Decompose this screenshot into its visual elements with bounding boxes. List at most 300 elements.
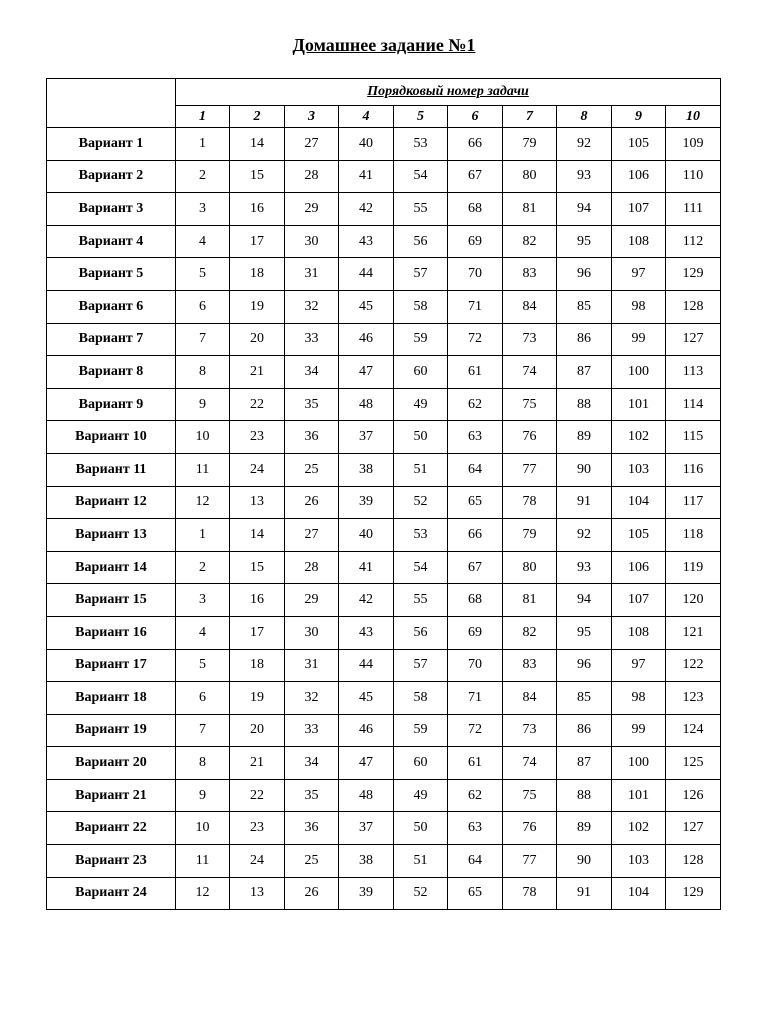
table-cell: 70 [448, 649, 503, 682]
table-cell: 106 [612, 551, 666, 584]
table-cell: 129 [666, 258, 721, 291]
table-cell: 15 [230, 160, 285, 193]
table-cell: 98 [612, 290, 666, 323]
table-cell: 54 [394, 160, 448, 193]
table-cell: 16 [230, 584, 285, 617]
table-cell: 96 [557, 258, 612, 291]
table-row [47, 877, 721, 910]
table-cell: 56 [394, 225, 448, 258]
table-cell: 49 [394, 779, 448, 812]
table-row [47, 747, 721, 780]
table-cell: 85 [557, 682, 612, 715]
table-cell: 104 [612, 486, 666, 519]
table-row [47, 323, 721, 356]
table-cell: 55 [394, 193, 448, 226]
table-cell: 101 [612, 388, 666, 421]
table-cell: 104 [612, 877, 666, 910]
table-cell: 20 [230, 714, 285, 747]
table-cell: 99 [612, 323, 666, 356]
table-cell: 57 [394, 258, 448, 291]
table-cell: 102 [612, 812, 666, 845]
table-cell: 116 [666, 453, 721, 486]
table-cell: 24 [230, 453, 285, 486]
table-cell: 27 [285, 128, 339, 161]
table-cell: 19 [230, 290, 285, 323]
table-cell: 69 [448, 616, 503, 649]
table-cell: 75 [503, 779, 557, 812]
table-row [47, 128, 721, 161]
table-row [47, 682, 721, 715]
table-cell: 10 [176, 421, 230, 454]
table-cell: 62 [448, 388, 503, 421]
table-cell: 85 [557, 290, 612, 323]
table-cell: 46 [339, 714, 394, 747]
column-header-1: 1 [176, 106, 230, 128]
table-cell: 71 [448, 682, 503, 715]
table-cell: 79 [503, 519, 557, 552]
table-cell: 74 [503, 747, 557, 780]
table-cell: 97 [612, 649, 666, 682]
table-row [47, 812, 721, 845]
table-cell: 109 [666, 128, 721, 161]
table-cell: 65 [448, 877, 503, 910]
table-cell: 45 [339, 290, 394, 323]
table-cell: 45 [339, 682, 394, 715]
table-cell: 1 [176, 519, 230, 552]
table-cell: 13 [230, 486, 285, 519]
table-cell: 108 [612, 225, 666, 258]
table-cell: 93 [557, 160, 612, 193]
table-cell: 33 [285, 714, 339, 747]
table-cell: 80 [503, 551, 557, 584]
table-cell: 53 [394, 519, 448, 552]
table-cell: 44 [339, 649, 394, 682]
table-cell: 127 [666, 323, 721, 356]
table-cell: 4 [176, 616, 230, 649]
table-cell: 89 [557, 421, 612, 454]
row-label: Вариант 15 [47, 584, 176, 617]
table-cell: 28 [285, 160, 339, 193]
table-cell: 38 [339, 453, 394, 486]
row-label: Вариант 16 [47, 616, 176, 649]
table-cell: 42 [339, 584, 394, 617]
table-row [47, 584, 721, 617]
row-label: Вариант 6 [47, 290, 176, 323]
table-cell: 111 [666, 193, 721, 226]
table-row [47, 779, 721, 812]
table-cell: 24 [230, 845, 285, 878]
table-cell: 43 [339, 616, 394, 649]
table-cell: 90 [557, 453, 612, 486]
table-cell: 32 [285, 682, 339, 715]
row-label: Вариант 23 [47, 845, 176, 878]
table-cell: 34 [285, 356, 339, 389]
row-label: Вариант 7 [47, 323, 176, 356]
table-cell: 88 [557, 779, 612, 812]
table-cell: 2 [176, 551, 230, 584]
table-cell: 105 [612, 519, 666, 552]
table-cell: 51 [394, 453, 448, 486]
table-cell: 105 [612, 128, 666, 161]
table-cell: 91 [557, 486, 612, 519]
table-cell: 60 [394, 356, 448, 389]
table-cell: 86 [557, 714, 612, 747]
table-cell: 100 [612, 356, 666, 389]
table-cell: 99 [612, 714, 666, 747]
column-header-6: 6 [448, 106, 503, 128]
table-cell: 78 [503, 486, 557, 519]
table-cell: 43 [339, 225, 394, 258]
table-cell: 32 [285, 290, 339, 323]
table-cell: 92 [557, 519, 612, 552]
row-label: Вариант 20 [47, 747, 176, 780]
table-cell: 63 [448, 812, 503, 845]
table-cell: 66 [448, 519, 503, 552]
table-cell: 36 [285, 812, 339, 845]
row-label: Вариант 22 [47, 812, 176, 845]
table-row [47, 290, 721, 323]
table-cell: 58 [394, 682, 448, 715]
table-cell: 127 [666, 812, 721, 845]
table-cell: 122 [666, 649, 721, 682]
table-cell: 120 [666, 584, 721, 617]
table-cell: 19 [230, 682, 285, 715]
table-row [47, 453, 721, 486]
table-cell: 76 [503, 421, 557, 454]
table-cell: 112 [666, 225, 721, 258]
table-cell: 50 [394, 421, 448, 454]
table-cell: 16 [230, 193, 285, 226]
column-header-8: 8 [557, 106, 612, 128]
table-cell: 41 [339, 551, 394, 584]
table-cell: 68 [448, 193, 503, 226]
row-label: Вариант 24 [47, 877, 176, 910]
table-cell: 129 [666, 877, 721, 910]
table-cell: 117 [666, 486, 721, 519]
table-cell: 76 [503, 812, 557, 845]
table-cell: 40 [339, 128, 394, 161]
row-label: Вариант 17 [47, 649, 176, 682]
group-header: Порядковый номер задачи [176, 79, 721, 106]
table-cell: 93 [557, 551, 612, 584]
table-cell: 22 [230, 388, 285, 421]
table-cell: 121 [666, 616, 721, 649]
table-cell: 73 [503, 323, 557, 356]
table-cell: 95 [557, 616, 612, 649]
table-cell: 59 [394, 714, 448, 747]
table-cell: 3 [176, 193, 230, 226]
row-label: Вариант 11 [47, 453, 176, 486]
table-cell: 18 [230, 258, 285, 291]
table-cell: 100 [612, 747, 666, 780]
assignment-table [46, 78, 721, 910]
table-cell: 107 [612, 193, 666, 226]
table-cell: 17 [230, 225, 285, 258]
table-corner-cell [47, 79, 176, 128]
table-cell: 3 [176, 584, 230, 617]
table-cell: 29 [285, 584, 339, 617]
table-cell: 22 [230, 779, 285, 812]
table-cell: 88 [557, 388, 612, 421]
table-row [47, 388, 721, 421]
table-cell: 68 [448, 584, 503, 617]
table-cell: 64 [448, 845, 503, 878]
column-header-5: 5 [394, 106, 448, 128]
table-cell: 11 [176, 845, 230, 878]
row-label: Вариант 13 [47, 519, 176, 552]
table-cell: 118 [666, 519, 721, 552]
table-cell: 58 [394, 290, 448, 323]
table-cell: 80 [503, 160, 557, 193]
table-row [47, 486, 721, 519]
table-cell: 21 [230, 356, 285, 389]
table-body [47, 128, 721, 910]
table-cell: 33 [285, 323, 339, 356]
table-cell: 37 [339, 421, 394, 454]
table-cell: 38 [339, 845, 394, 878]
table-cell: 48 [339, 779, 394, 812]
table-cell: 39 [339, 877, 394, 910]
row-label: Вариант 14 [47, 551, 176, 584]
table-cell: 54 [394, 551, 448, 584]
table-cell: 42 [339, 193, 394, 226]
table-cell: 94 [557, 193, 612, 226]
table-cell: 63 [448, 421, 503, 454]
table-cell: 102 [612, 421, 666, 454]
table-row [47, 649, 721, 682]
table-cell: 6 [176, 682, 230, 715]
table-cell: 59 [394, 323, 448, 356]
table-cell: 7 [176, 714, 230, 747]
table-cell: 46 [339, 323, 394, 356]
table-cell: 91 [557, 877, 612, 910]
table-cell: 5 [176, 258, 230, 291]
table-cell: 30 [285, 616, 339, 649]
table-row [47, 714, 721, 747]
row-label: Вариант 1 [47, 128, 176, 161]
table-cell: 60 [394, 747, 448, 780]
table-row [47, 225, 721, 258]
table-cell: 70 [448, 258, 503, 291]
table-cell: 86 [557, 323, 612, 356]
table-cell: 13 [230, 877, 285, 910]
row-label: Вариант 8 [47, 356, 176, 389]
table-cell: 14 [230, 128, 285, 161]
row-label: Вариант 2 [47, 160, 176, 193]
table-cell: 25 [285, 453, 339, 486]
table-cell: 66 [448, 128, 503, 161]
table-cell: 113 [666, 356, 721, 389]
table-cell: 72 [448, 714, 503, 747]
page-title: Домашнее задание №1 [292, 35, 476, 55]
table-row [47, 193, 721, 226]
column-header-10: 10 [666, 106, 721, 128]
table-row [47, 258, 721, 291]
table-cell: 49 [394, 388, 448, 421]
table-cell: 52 [394, 486, 448, 519]
table-cell: 8 [176, 356, 230, 389]
table-cell: 89 [557, 812, 612, 845]
table-cell: 9 [176, 779, 230, 812]
table-cell: 84 [503, 682, 557, 715]
table-cell: 35 [285, 779, 339, 812]
table-cell: 26 [285, 877, 339, 910]
table-cell: 101 [612, 779, 666, 812]
table-cell: 23 [230, 421, 285, 454]
row-label: Вариант 21 [47, 779, 176, 812]
table-cell: 48 [339, 388, 394, 421]
column-header-9: 9 [612, 106, 666, 128]
table-cell: 62 [448, 779, 503, 812]
table-cell: 125 [666, 747, 721, 780]
table-cell: 128 [666, 290, 721, 323]
table-cell: 61 [448, 747, 503, 780]
table-cell: 57 [394, 649, 448, 682]
table-cell: 71 [448, 290, 503, 323]
table-cell: 97 [612, 258, 666, 291]
table-cell: 50 [394, 812, 448, 845]
table-cell: 67 [448, 551, 503, 584]
table-cell: 56 [394, 616, 448, 649]
table-cell: 67 [448, 160, 503, 193]
table-cell: 25 [285, 845, 339, 878]
table-cell: 75 [503, 388, 557, 421]
table-cell: 27 [285, 519, 339, 552]
row-label: Вариант 10 [47, 421, 176, 454]
table-cell: 107 [612, 584, 666, 617]
table-cell: 28 [285, 551, 339, 584]
table-cell: 34 [285, 747, 339, 780]
table-cell: 81 [503, 584, 557, 617]
table-cell: 83 [503, 649, 557, 682]
table-cell: 78 [503, 877, 557, 910]
table-cell: 14 [230, 519, 285, 552]
table-row [47, 845, 721, 878]
table-row [47, 616, 721, 649]
table-cell: 7 [176, 323, 230, 356]
row-label: Вариант 3 [47, 193, 176, 226]
table-cell: 44 [339, 258, 394, 291]
table-cell: 53 [394, 128, 448, 161]
table-cell: 79 [503, 128, 557, 161]
table-cell: 12 [176, 486, 230, 519]
table-cell: 41 [339, 160, 394, 193]
table-cell: 103 [612, 453, 666, 486]
table-cell: 64 [448, 453, 503, 486]
column-header-4: 4 [339, 106, 394, 128]
table-cell: 92 [557, 128, 612, 161]
table-cell: 39 [339, 486, 394, 519]
table-row [47, 356, 721, 389]
table-cell: 87 [557, 356, 612, 389]
table-cell: 124 [666, 714, 721, 747]
table-cell: 73 [503, 714, 557, 747]
table-cell: 2 [176, 160, 230, 193]
table-cell: 83 [503, 258, 557, 291]
table-cell: 47 [339, 747, 394, 780]
row-label: Вариант 5 [47, 258, 176, 291]
table-cell: 84 [503, 290, 557, 323]
row-label: Вариант 19 [47, 714, 176, 747]
table-cell: 128 [666, 845, 721, 878]
column-header-7: 7 [503, 106, 557, 128]
table-cell: 26 [285, 486, 339, 519]
table-cell: 87 [557, 747, 612, 780]
table-cell: 21 [230, 747, 285, 780]
table-cell: 123 [666, 682, 721, 715]
table-cell: 31 [285, 649, 339, 682]
table-cell: 6 [176, 290, 230, 323]
row-label: Вариант 4 [47, 225, 176, 258]
table-cell: 20 [230, 323, 285, 356]
table-row [47, 519, 721, 552]
table-row [47, 551, 721, 584]
table-cell: 115 [666, 421, 721, 454]
table-cell: 81 [503, 193, 557, 226]
table-cell: 11 [176, 453, 230, 486]
table-cell: 61 [448, 356, 503, 389]
table-cell: 35 [285, 388, 339, 421]
table-cell: 82 [503, 616, 557, 649]
table-cell: 36 [285, 421, 339, 454]
table-cell: 108 [612, 616, 666, 649]
table-row [47, 421, 721, 454]
row-label: Вариант 9 [47, 388, 176, 421]
table-cell: 114 [666, 388, 721, 421]
table-cell: 90 [557, 845, 612, 878]
table-cell: 106 [612, 160, 666, 193]
table-cell: 9 [176, 388, 230, 421]
table-cell: 29 [285, 193, 339, 226]
table-cell: 95 [557, 225, 612, 258]
table-cell: 4 [176, 225, 230, 258]
table-cell: 126 [666, 779, 721, 812]
table-cell: 94 [557, 584, 612, 617]
table-cell: 17 [230, 616, 285, 649]
table-cell: 18 [230, 649, 285, 682]
table-cell: 77 [503, 453, 557, 486]
table-cell: 31 [285, 258, 339, 291]
table-cell: 15 [230, 551, 285, 584]
table-cell: 5 [176, 649, 230, 682]
table-cell: 82 [503, 225, 557, 258]
table-cell: 98 [612, 682, 666, 715]
table-cell: 23 [230, 812, 285, 845]
table-cell: 8 [176, 747, 230, 780]
table-cell: 103 [612, 845, 666, 878]
table-cell: 40 [339, 519, 394, 552]
column-header-2: 2 [230, 106, 285, 128]
table-cell: 65 [448, 486, 503, 519]
table-cell: 69 [448, 225, 503, 258]
table-cell: 12 [176, 877, 230, 910]
table-cell: 37 [339, 812, 394, 845]
table-cell: 30 [285, 225, 339, 258]
table-cell: 119 [666, 551, 721, 584]
table-cell: 55 [394, 584, 448, 617]
table-cell: 110 [666, 160, 721, 193]
table-row [47, 160, 721, 193]
table-cell: 51 [394, 845, 448, 878]
row-label: Вариант 18 [47, 682, 176, 715]
table-cell: 10 [176, 812, 230, 845]
table-cell: 1 [176, 128, 230, 161]
table-cell: 96 [557, 649, 612, 682]
table-cell: 52 [394, 877, 448, 910]
table-group-header-row [47, 79, 721, 106]
table-cell: 47 [339, 356, 394, 389]
row-label: Вариант 12 [47, 486, 176, 519]
